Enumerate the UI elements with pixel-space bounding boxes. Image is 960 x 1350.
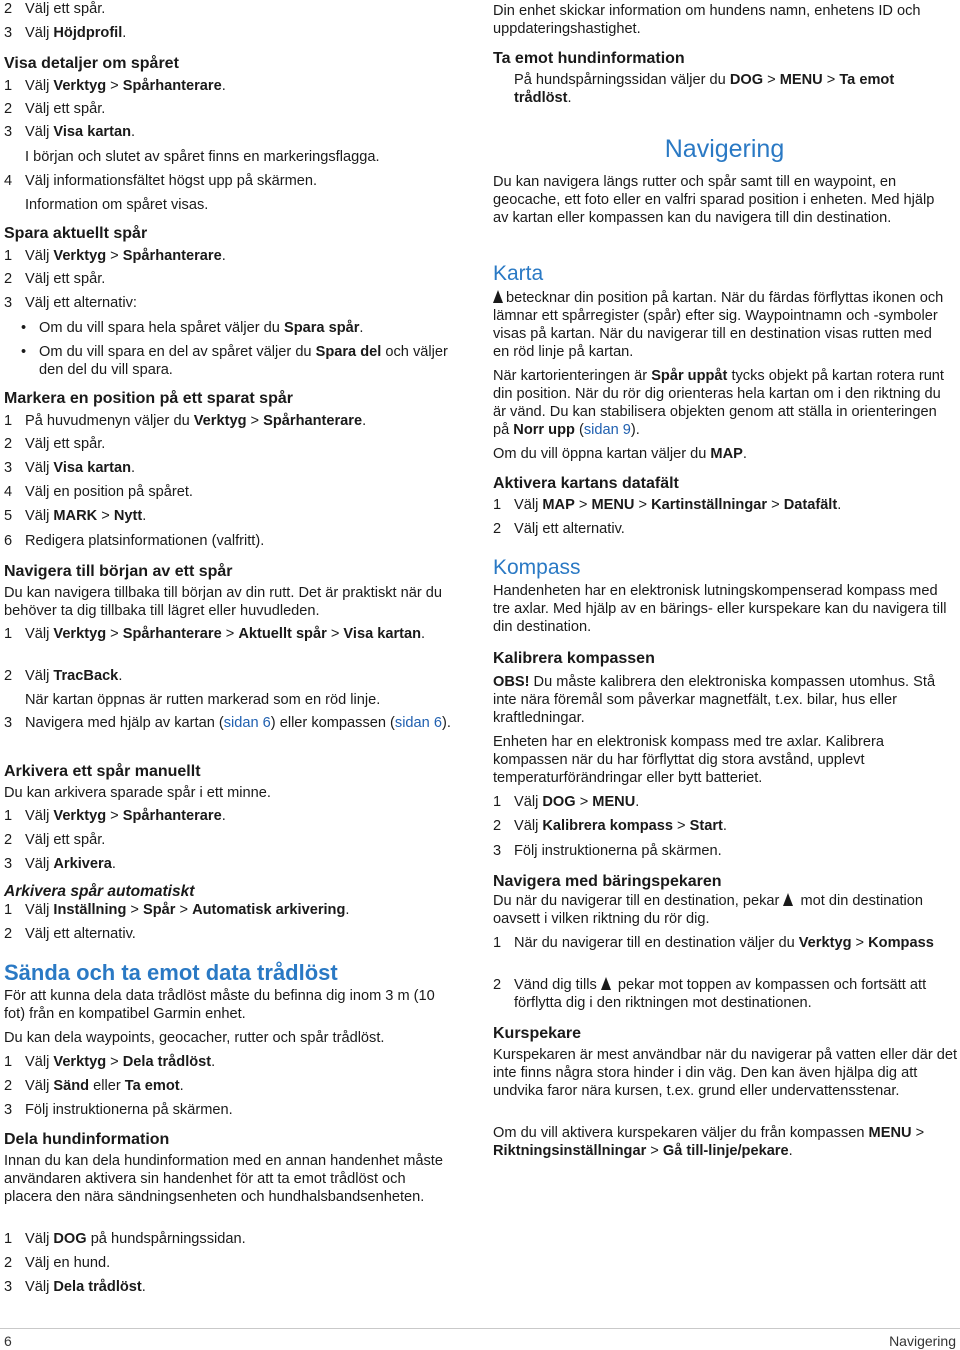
aktivera-step-2: 2 Välj ett alternativ. [493,521,625,537]
bearing-pointer-icon [601,977,611,990]
link-sidan-9[interactable]: sidan 9 [583,422,631,438]
dela-step-1: 1 Välj DOG på hundspårningssidan. [4,1231,246,1247]
kalibrera-step-2: 2 Välj Kalibrera kompass > Start. [493,818,727,834]
intro-paragraph: Din enhet skickar information om hundens namn, enhetens ID och uppdateringshastighet. [493,3,921,37]
heading-kalibrera-kompassen: Kalibrera kompassen [493,650,655,667]
baring-step-2: 2 Vänd dig tills pekar mot toppen av kompassen och fortsätt att förflytta dig i den riktningen mot destinationen. [493,977,927,1011]
heading-kurspekare: Kurspekare [493,1025,582,1042]
heading-kompass: Kompass [493,556,581,579]
heading-baringspekaren: Navigera med bäringspekaren [493,873,722,890]
markera-step-6: 6 Redigera platsinformationen (valfritt). [4,533,265,549]
heading-navigera-borjan: Navigera till början av ett spår [4,563,233,580]
step-select-elevation: 3 Välj Höjdprofil. [4,25,127,41]
karta-paragraph-2: När kartorienteringen är Spår uppåt tycks objekt på kartan rotera runt din position. När du rör dig orienteras hela kartan om i den riktning du är vänd. Du kan stabilisera objekten genom att ställa in orienteringen på Norr upp (sidan 9). [493,368,944,438]
arkivera-step-3: 3 Välj Arkivera. [4,856,116,872]
arkivera-step-1: 1 Välj Verktyg > Spårhanterare. [4,808,226,824]
visa-note-1: I början och slutet av spåret finns en markeringsflagga. [25,149,380,165]
footer-section-title: Navigering [889,1333,956,1349]
markera-step-5: 5 Välj MARK > Nytt. [4,508,147,524]
visa-step-2: 2 Välj ett spår. [4,101,106,117]
heading-aktivera-datafalt: Aktivera kartans datafält [493,475,679,492]
arkivera-step-2: 2 Välj ett spår. [4,832,106,848]
kurspekare-paragraph-1: Kurspekaren är mest användbar när du navigerar på vatten eller där det inte finns några stora hinder i din väg. Den kan även hjälpa dig att undvika faror nära kursen, t.ex. grund eller undervattensstenar. [493,1047,958,1099]
visa-step-1: 1 Välj Verktyg > Spårhanterare. [4,78,226,94]
baring-step-1: 1 När du navigerar till en destination väljer du Verktyg > Kompass [493,935,934,951]
markera-step-3: 3 Välj Visa kartan. [4,460,136,476]
spara-step-3: 3 Välj ett alternativ: [4,295,137,311]
sanda-step-2: 2 Välj Sänd eller Ta emot. [4,1078,184,1094]
heading-navigering: Navigering [664,135,785,163]
dela-paragraph: Innan du kan dela hundinformation med en annan handenhet måste användaren aktivera sin handenhet för att ta emot trådlöst och placera den nära sändningsenheten och hundhalsbandsenheten. [4,1153,443,1205]
heading-spara-aktuellt: Spara aktuellt spår [4,225,148,242]
navigera-borjan-step-3: 3 Navigera med hjälp av kartan (sidan 6) eller kompassen (sidan 6). [4,715,451,731]
arkivera-paragraph: Du kan arkivera sparade spår i ett minne. [4,785,271,801]
sanda-step-3: 3 Följ instruktionerna på skärmen. [4,1102,233,1118]
karta-paragraph-3: Om du vill öppna kartan väljer du MAP. [493,446,747,462]
navigering-paragraph: Du kan navigera längs rutter och spår samt till en waypoint, en geocache, ett foto eller en valfri sparad position i enheten. Med hjälp av kartan eller kompassen kan du navigera till din destination. [493,174,935,226]
markera-step-2: 2 Välj ett spår. [4,436,106,452]
auto-step-2: 2 Välj ett alternativ. [4,926,136,942]
markera-step-1: 1 På huvudmenyn väljer du Verktyg > Spårhanterare. [4,413,367,429]
visa-note-2: Information om spåret visas. [25,197,209,213]
navigera-borjan-step-1: 1 Välj Verktyg > Spårhanterare > Aktuellt spår > Visa kartan. [4,626,426,642]
link-sidan-6-kompass[interactable]: sidan 6 [394,715,442,731]
karta-paragraph-1: betecknar din position på kartan. När du färdas förflyttas ikonen och lämnar ett spårregister (spår) efter sig. Waypointnamn och -symboler visas på kartan. När du navigerar till en destination visas rutten med en röd linje på kartan. [493,290,944,360]
link-sidan-6-karta[interactable]: sidan 6 [223,715,271,731]
spara-step-1: 1 Välj Verktyg > Spårhanterare. [4,248,226,264]
kurspekare-paragraph-2: Om du vill aktivera kurspekaren väljer du från kompassen MENU > Riktningsinställningar > Gå till-linje/pekare. [493,1125,925,1159]
step-select-track: 2 Välj ett spår. [4,1,106,17]
sanda-step-1: 1 Välj Verktyg > Dela trådlöst. [4,1054,216,1070]
navigera-borjan-paragraph: Du kan navigera tillbaka till början av din rutt. Det är praktiskt när du behöver ta dig tillbaka till lägret eller huvudleden. [4,585,443,619]
aktivera-step-1: 1 Välj MAP > MENU > Kartinställningar > Datafält. [493,497,842,513]
bullet-icon: • [21,320,27,336]
bearing-pointer-icon [783,893,793,906]
kalibrera-step-1: 1 Välj DOG > MENU. [493,794,640,810]
sanda-paragraph-1: För att kunna dela data trådlöst måste du befinna dig inom 3 m (10 fot) från en kompatibel Garmin enhet. [4,988,435,1022]
dela-step-2: 2 Välj en hund. [4,1255,111,1271]
kalibrera-note: OBS! Du måste kalibrera den elektroniska kompassen utomhus. Stå inte nära föremål som påverkar magnetfält, t.ex. bilar, hus eller kraftledningar. [493,674,936,726]
heading-arkivera-automatiskt: Arkivera spår automatiskt [4,883,195,900]
heading-arkivera-manuellt: Arkivera ett spår manuellt [4,763,201,780]
heading-sanda-ta-emot: Sända och ta emot data trådlöst [4,960,338,985]
spara-bullet-1: • Om du vill spara hela spåret väljer du Spara spår. [21,320,364,336]
sanda-paragraph-2: Du kan dela waypoints, geocacher, rutter och spår trådlöst. [4,1030,385,1046]
spara-bullet-2: • Om du vill spara en del av spåret väljer du Spara del och väljer den del du vill spara. [21,344,448,378]
heading-dela-hundinformation: Dela hundinformation [4,1131,170,1148]
spara-step-2: 2 Välj ett spår. [4,271,106,287]
heading-markera-position: Markera en position på ett sparat spår [4,390,293,407]
kompass-paragraph: Handenheten har en elektronisk lutningskompenserad kompass med tre axlar. Med hjälp av en bärings- eller kurspekare kan du navigera till din destination. [493,583,947,635]
heading-karta: Karta [493,262,544,285]
visa-step-3: 3 Välj Visa kartan. [4,124,136,140]
kalibrera-paragraph: Enheten har en elektronisk kompass med tre axlar. Kalibrera kompassen när du har förflyttat dig stora avstånd, upplevt temperaturförändringar eller bytt batteriet. [493,734,884,786]
footer-divider [0,1328,960,1329]
markera-step-4: 4 Välj en position på spåret. [4,484,193,500]
visa-step-4: 4 Välj informationsfältet högst upp på skärmen. [4,173,318,189]
kalibrera-step-3: 3 Följ instruktionerna på skärmen. [493,843,722,859]
bullet-icon: • [21,344,27,360]
navigera-borjan-step-2: 2 Välj TracBack. [4,668,123,684]
position-arrow-icon [493,290,503,303]
heading-ta-emot-hundinformation: Ta emot hundinformation [493,50,685,67]
baring-paragraph: Du när du navigerar till en destination, pekar mot din destination oavsett i vilken riktning du rör dig. [493,893,923,927]
auto-step-1: 1 Välj Inställning > Spår > Automatisk arkivering. [4,902,350,918]
page-number: 6 [4,1333,12,1349]
dela-step-3: 3 Välj Dela trådlöst. [4,1279,146,1295]
navigera-borjan-note: När kartan öppnas är rutten markerad som en röd linje. [25,692,381,708]
ta-emot-paragraph: På hundspårningssidan väljer du DOG > MENU > Ta emot trådlöst. [514,72,895,106]
heading-visa-detaljer: Visa detaljer om spåret [4,55,179,72]
